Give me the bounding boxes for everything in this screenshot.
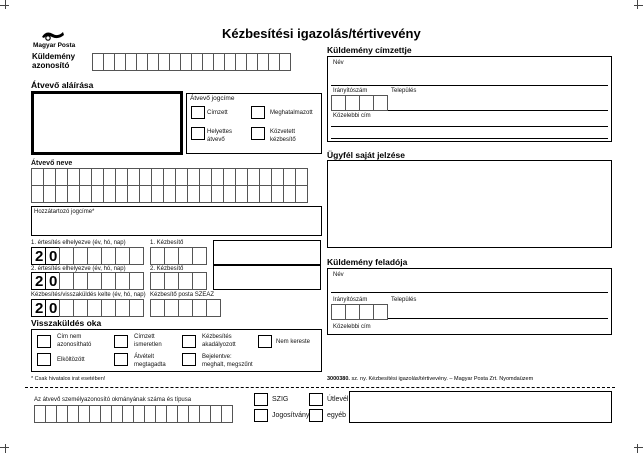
other-label: egyéb — [327, 412, 347, 419]
license-label: Jogosítvány — [272, 412, 310, 419]
sender-name-label: Név — [333, 272, 344, 278]
crop-mark — [634, 5, 643, 6]
courier-cell[interactable] — [164, 247, 179, 265]
zip-cell[interactable] — [345, 304, 360, 320]
id-doc-label: Az átvevő személyazonosító okmányának száma és típusa — [34, 397, 192, 403]
sender-zip-label: Irányítószám — [333, 297, 368, 303]
crop-mark — [5, 444, 6, 453]
client-mark-heading: Ügyfél saját jelzése — [327, 150, 405, 160]
form-number — [327, 377, 533, 383]
date-digit-cell[interactable] — [31, 272, 46, 290]
reason6-label-2: megtagadta — [134, 362, 166, 368]
relative-status-label: Hozzátartozó jogcíme* — [34, 209, 95, 215]
id-doc-cell[interactable] — [221, 405, 233, 423]
client-mark-box[interactable] — [327, 160, 612, 248]
reason4-label: Nem kereste — [276, 339, 311, 345]
reason3-label-1: Kézbesítés — [202, 334, 232, 340]
zip-cell[interactable] — [373, 304, 388, 320]
post-office-cell[interactable] — [164, 299, 179, 317]
logo-text: Magyar Posta — [33, 42, 76, 49]
reason2-label-1: Címzett — [134, 334, 155, 340]
date-digit-cell[interactable] — [59, 299, 74, 317]
recipient-name-label: Átvevő neve — [31, 160, 73, 167]
date-digit-cell[interactable] — [73, 299, 88, 317]
date-prefix-digit: 2 — [35, 273, 44, 290]
checkbox-moved[interactable] — [37, 353, 51, 366]
date-digit-cell[interactable] — [73, 247, 88, 265]
reason1-label-1: Cím nem — [57, 334, 82, 340]
courier-cell[interactable] — [150, 247, 165, 265]
date-digit-cell[interactable] — [129, 272, 144, 290]
shipment-id-cell[interactable] — [279, 53, 291, 71]
date-digit-cell[interactable] — [73, 272, 88, 290]
checkbox-addressee[interactable] — [191, 106, 205, 119]
checkbox-license[interactable] — [254, 409, 268, 422]
date-digit-cell[interactable] — [101, 299, 116, 317]
courier-cell[interactable] — [192, 272, 207, 290]
underline — [331, 126, 608, 127]
date-digit-cell[interactable] — [115, 247, 130, 265]
date-digit-cell[interactable] — [115, 299, 130, 317]
zip-cell[interactable] — [331, 304, 346, 320]
checkbox-indirect[interactable] — [251, 127, 265, 140]
signature-box[interactable] — [31, 91, 183, 155]
underline — [331, 85, 608, 86]
shipment-id-label-1: Küldemény — [32, 52, 76, 61]
date-digit-cell[interactable] — [87, 272, 102, 290]
delivery-date-label: Kézbesítés/visszaküldés kelte (év, hó, nap) — [31, 292, 146, 298]
underline — [331, 138, 608, 139]
date-digit-cell[interactable] — [45, 299, 60, 317]
zip-cell[interactable] — [345, 95, 360, 111]
date-prefix-digit: 0 — [49, 248, 58, 265]
checkbox-addressee-unknown[interactable] — [114, 335, 128, 348]
checkbox-szig[interactable] — [254, 393, 268, 406]
addressee-heading: Küldemény címzettje — [327, 45, 412, 55]
date-digit-cell[interactable] — [101, 247, 116, 265]
date-prefix-digit: 0 — [49, 273, 58, 290]
underline — [388, 110, 608, 111]
date-digit-cell[interactable] — [87, 247, 102, 265]
post-office-label: Kézbesítő posta SZEAZ — [150, 292, 215, 298]
passport-label: Útlevél — [327, 396, 349, 403]
reason6-label-1: Átvételt — [134, 354, 155, 360]
underline — [331, 292, 608, 293]
crop-mark — [634, 447, 643, 448]
checkbox-deceased[interactable] — [182, 353, 196, 366]
addressee-zip-label: Irányítószám — [333, 88, 368, 94]
post-office-cell[interactable] — [192, 299, 207, 317]
reason3-label-2: akadályozott — [202, 342, 236, 348]
zip-cell[interactable] — [331, 95, 346, 111]
return-reason-heading: Visszaküldés oka — [31, 318, 102, 328]
opt-addressee-label: Címzett — [207, 110, 228, 116]
footnote: * Csak hivatalos irat esetében! — [31, 376, 106, 382]
crop-mark — [637, 0, 638, 9]
zip-cell[interactable] — [359, 95, 374, 111]
date-digit-cell[interactable] — [129, 299, 144, 317]
legal-status-heading: Átvevő jogcíme — [190, 95, 235, 102]
reason2-label-2: ismeretlen — [134, 342, 162, 348]
notice2-label: 2. értesítés elhelyezve (év, hó, nap) — [31, 266, 126, 272]
id-doc-type-field[interactable] — [349, 391, 612, 423]
name-cell[interactable] — [295, 168, 308, 186]
post-office-cell[interactable] — [178, 299, 193, 317]
reason7-label-2: meghalt, megszűnt — [202, 362, 253, 368]
courier2-field[interactable] — [213, 265, 321, 290]
underline — [388, 318, 608, 319]
notice1-label: 1. értesítés elhelyezve (év, hó, nap) — [31, 240, 126, 246]
checkbox-passport[interactable] — [309, 393, 323, 406]
checkbox-delivery-obstructed[interactable] — [182, 335, 196, 348]
checkbox-address-unidentifiable[interactable] — [37, 335, 51, 348]
checkbox-substitute[interactable] — [191, 127, 205, 140]
courier-cell[interactable] — [150, 272, 165, 290]
reason7-label-1: Bejelentve: — [202, 354, 232, 360]
date-digit-cell[interactable] — [45, 272, 60, 290]
checkbox-other[interactable] — [309, 409, 323, 422]
courier-cell[interactable] — [178, 272, 193, 290]
checkbox-refused[interactable] — [114, 353, 128, 366]
date-digit-cell[interactable] — [59, 272, 74, 290]
checkbox-not-collected[interactable] — [258, 335, 272, 348]
date-digit-cell[interactable] — [129, 247, 144, 265]
courier1-label: 1. Kézbesítő — [150, 240, 184, 246]
sender-city-label: Település — [391, 297, 417, 303]
post-office-cell[interactable] — [206, 299, 221, 317]
date-prefix-digit: 2 — [35, 300, 44, 317]
opt-indirect-label-1: Közvetett — [270, 129, 296, 135]
opt-authorized-label: Meghatalmazott — [270, 110, 313, 116]
date-prefix-digit: 2 — [35, 248, 44, 265]
name-cell[interactable] — [295, 185, 308, 203]
date-digit-cell[interactable] — [31, 299, 46, 317]
addressee-address-label: Közelebbi cím — [333, 113, 371, 119]
addressee-city-label: Település — [391, 88, 417, 94]
szig-label: SZIG — [272, 396, 289, 403]
date-digit-cell[interactable] — [115, 272, 130, 290]
date-digit-cell[interactable] — [45, 247, 60, 265]
shipment-id-label-2: azonosító — [32, 61, 70, 70]
date-digit-cell[interactable] — [59, 247, 74, 265]
form-number-code: 3000380. — [327, 376, 350, 382]
reason5-label: Elköltözött — [57, 357, 85, 363]
courier2-label: 2. Kézbesítő — [150, 266, 184, 272]
zip-cell[interactable] — [359, 304, 374, 320]
courier-cell[interactable] — [164, 272, 179, 290]
date-digit-cell[interactable] — [101, 272, 116, 290]
opt-substitute-label-2: átvevő — [207, 137, 225, 143]
courier-cell[interactable] — [178, 247, 193, 265]
signature-heading: Átvevő aláírása — [31, 80, 94, 90]
date-digit-cell[interactable] — [31, 247, 46, 265]
opt-indirect-label-2: kézbesítő — [270, 137, 296, 143]
date-prefix-digit: 0 — [49, 300, 58, 317]
crop-mark — [637, 444, 638, 453]
checkbox-authorized[interactable] — [251, 106, 265, 119]
opt-substitute-label-1: Helyettes — [207, 129, 233, 135]
sender-address-label: Közelebbi cím — [333, 324, 371, 330]
addressee-name-label: Név — [333, 60, 344, 66]
form-number-text: sz. ny. Kézbesítési igazolás/tértivevény. – Magyar Posta Zrt. Nyomdaüzem — [349, 376, 534, 382]
zip-cell[interactable] — [373, 95, 388, 111]
courier1-field[interactable] — [213, 240, 321, 265]
courier-cell[interactable] — [192, 247, 207, 265]
date-digit-cell[interactable] — [87, 299, 102, 317]
cut-line — [25, 387, 615, 388]
post-office-cell[interactable] — [150, 299, 165, 317]
form-title: Kézbesítési igazolás/tértivevény — [222, 26, 421, 41]
crop-mark — [5, 0, 6, 9]
reason1-label-2: azonosítható — [57, 342, 92, 348]
sender-heading: Küldemény feladója — [327, 257, 408, 267]
